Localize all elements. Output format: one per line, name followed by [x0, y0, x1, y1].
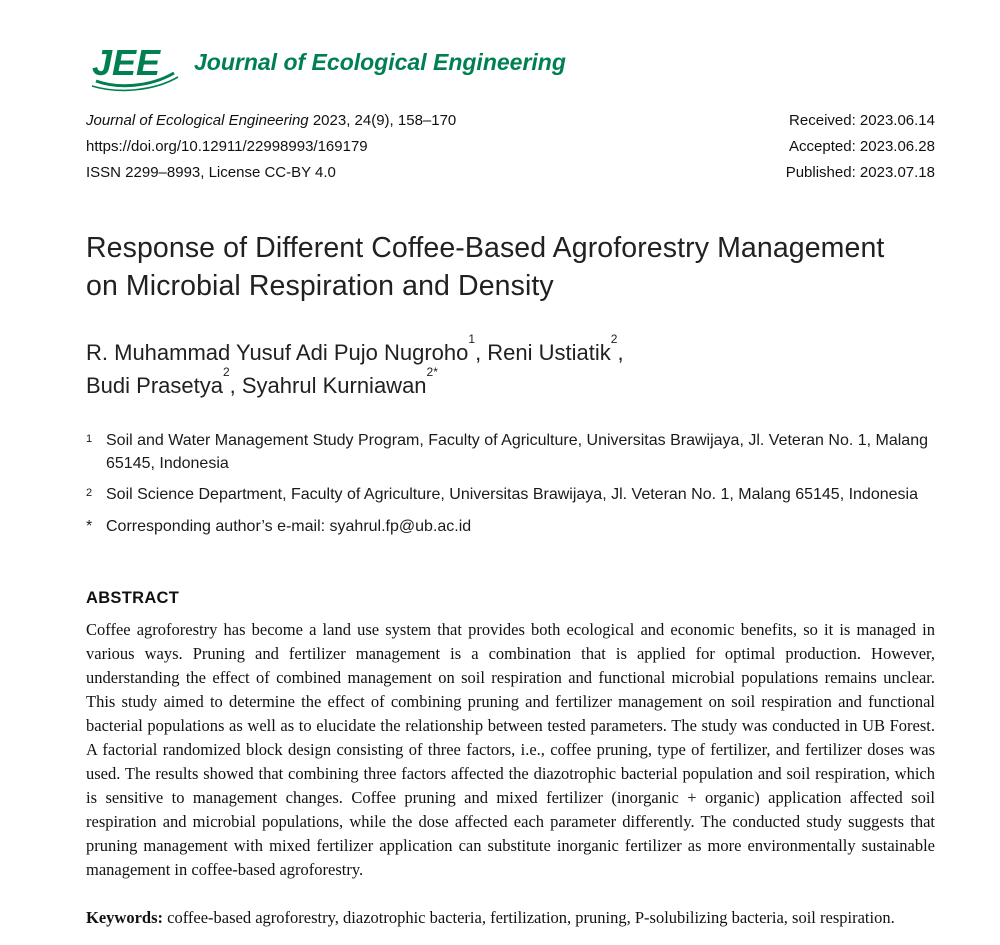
- affiliation-1-marker: 1: [86, 432, 93, 445]
- journal-masthead: [80, 40, 935, 94]
- article-meta: [80, 108, 935, 186]
- author-name: Budi Prasetya: [86, 372, 223, 398]
- article-title: [80, 230, 935, 306]
- keywords-text: coffee-based agroforestry, diazotrophic bacteria, fertilization, pruning, P-solubilizing bacteria, soil respiration.: [163, 907, 895, 927]
- author-superscript: 2: [222, 365, 230, 380]
- abstract-section: [80, 589, 935, 882]
- journal-name: Journal of Ecological Engineering: [194, 48, 566, 75]
- doi-link[interactable]: https://doi.org/10.12911/22998993/169179: [86, 138, 368, 155]
- author-line-2: [86, 365, 935, 402]
- published-date: Published: 2023.07.18: [785, 164, 935, 181]
- author-superscript: 2*: [426, 365, 438, 380]
- citation-block: [86, 108, 456, 186]
- accepted-date: Accepted: 2023.06.28: [789, 138, 935, 155]
- article-title-line2: on Microbial Respiration and Density: [86, 269, 554, 302]
- citation-line: [86, 108, 456, 134]
- author-name: , Syahrul Kurniawan: [229, 372, 427, 398]
- affiliation-1: [86, 430, 935, 475]
- abstract-heading: ABSTRACT: [86, 588, 180, 607]
- author-line-1: [86, 332, 935, 369]
- corresponding-author-line: [86, 516, 935, 539]
- citation-journal-name: Journal of Ecological Engineering: [86, 112, 309, 129]
- article-title-line1: Response of Different Coffee-Based Agroforestry Management: [86, 232, 885, 264]
- abstract-body: Coffee agroforestry has become a land use system that provides both ecological and economic benefits, so it is managed in various ways. Pruning and fertilizer management is a combination that is applied for optimal production. However, understanding the effect of combined management on soil respiration and functional microbial populations remains unclear. This study aimed to determine the effect of combining pruning and fertilizer management on soil respiration and functional bacterial populations as well as to elucidate the relationship between tested parameters. The study was conducted in UB Forest. A factorial randomized block design consisting of three factors, i.e., coffee pruning, type of fertilizer, and fertilizer doses was used. The results showed that combining three factors affected the diazotrophic bacterial population and soil respiration, which is sensitive to management changes. Coffee pruning and mixed fertilizer (inorganic + organic) application affected soil respiration and microbial populations, while the dose affected each parameter differently. The conducted study suggests that pruning management with mixed fertilizer application can substitute inorganic fertilizer as more environmentally sustainable management in coffee-based agroforestry.: [86, 619, 935, 879]
- author-superscript: 2: [610, 332, 618, 347]
- author-name: , Reni Ustiatik: [475, 339, 611, 365]
- affiliation-2-marker: 2: [86, 487, 93, 500]
- received-date: Received: 2023.06.14: [789, 112, 935, 129]
- keywords-line: [80, 906, 935, 930]
- keywords-label: Keywords:: [86, 907, 163, 927]
- author-superscript: 1: [468, 332, 476, 347]
- dates-block: [786, 108, 935, 186]
- corresponding-text: [106, 516, 935, 539]
- jee-logo-text: JEE: [92, 42, 161, 83]
- jee-logo: [86, 40, 180, 94]
- corresponding-label: Corresponding author’s e-mail:: [106, 517, 330, 535]
- author-list: [80, 332, 935, 402]
- citation-volume-pages: 2023, 24(9), 158–170: [308, 112, 457, 129]
- affiliation-2: [86, 484, 935, 507]
- affiliation-1-text: Soil and Water Management Study Program, Faculty of Agriculture, Universitas Brawijaya, Jl. Veteran No. 1, Malang 65145, Indonesia: [106, 431, 928, 472]
- issn-license-line: ISSN 2299–8993, License CC-BY 4.0: [86, 164, 336, 181]
- affiliation-list: [80, 430, 935, 539]
- corresponding-marker: *: [86, 517, 93, 535]
- corresponding-email[interactable]: syahrul.fp@ub.ac.id: [329, 517, 472, 535]
- author-name: R. Muhammad Yusuf Adi Pujo Nugroho: [86, 339, 469, 365]
- jee-logo-icon: [86, 40, 180, 94]
- affiliation-2-text: Soil Science Department, Faculty of Agriculture, Universitas Brawijaya, Jl. Veteran No. 1, Malang 65145, Indonesia: [106, 486, 918, 504]
- author-line-comma: ,: [617, 339, 624, 365]
